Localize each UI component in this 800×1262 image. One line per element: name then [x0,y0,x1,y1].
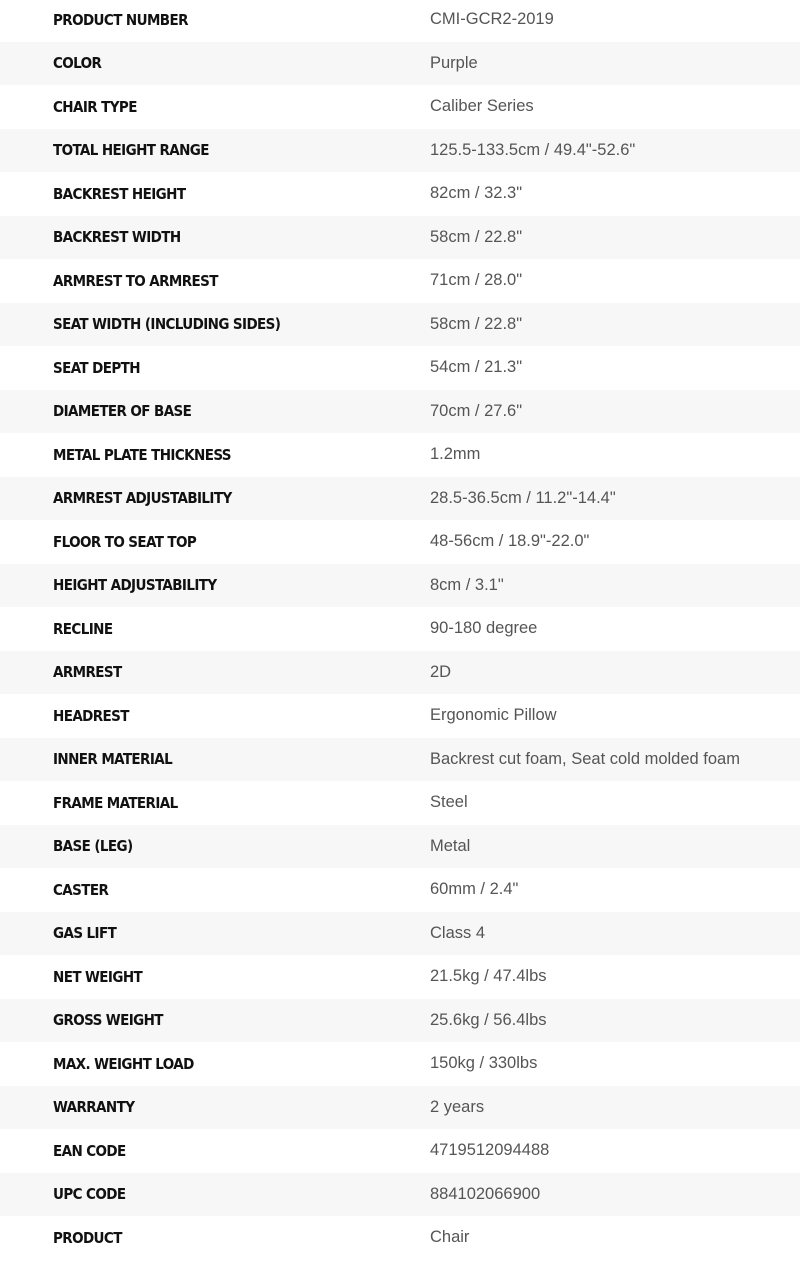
spec-label: MAX. WEIGHT LOAD [53,1054,194,1073]
spec-label: EAN CODE [53,1141,126,1160]
spec-row [0,738,800,782]
spec-row [0,607,800,651]
spec-label: FRAME MATERIAL [53,793,178,812]
spec-row [0,390,800,434]
spec-value: Metal [430,836,471,855]
spec-label: NET WEIGHT [53,967,143,986]
spec-label: PRODUCT [53,1228,122,1247]
spec-value: 1.2mm [430,445,481,464]
spec-value: Steel [430,793,468,812]
spec-row [0,172,800,216]
spec-value: 82cm / 32.3" [430,184,523,203]
spec-value: 54cm / 21.3" [430,358,523,377]
spec-value: Purple [430,53,478,72]
spec-row [0,0,800,42]
spec-row [0,129,800,173]
spec-value: 884102066900 [430,1184,541,1203]
spec-value: 60mm / 2.4" [430,880,519,899]
spec-label: PRODUCT NUMBER [53,10,188,29]
spec-row [0,346,800,390]
spec-value: Backrest cut foam, Seat cold molded foam [430,749,740,768]
spec-row [0,433,800,477]
spec-label: BACKREST HEIGHT [53,184,186,203]
spec-label: HEADREST [53,706,129,725]
spec-label: BASE (LEG) [53,837,133,856]
spec-row [0,259,800,303]
spec-value: Ergonomic Pillow [430,706,557,725]
spec-label: CHAIR TYPE [53,97,137,116]
spec-row [0,1129,800,1173]
spec-value: 28.5-36.5cm / 11.2"-14.4" [430,488,616,507]
spec-value: 58cm / 22.8" [430,227,523,246]
spec-label: INNER MATERIAL [53,750,173,769]
spec-value: 8cm / 3.1" [430,575,504,594]
spec-label: CASTER [53,880,109,899]
spec-label: FLOOR TO SEAT TOP [53,532,197,551]
spec-label: SEAT WIDTH (INCLUDING SIDES) [53,315,281,334]
spec-row [0,651,800,695]
spec-row [0,85,800,129]
spec-row [0,477,800,521]
spec-row [0,1042,800,1086]
spec-row [0,564,800,608]
spec-row [0,781,800,825]
spec-row [0,694,800,738]
spec-label: TOTAL HEIGHT RANGE [53,141,209,160]
spec-label: COLOR [53,54,102,73]
spec-row [0,825,800,869]
spec-label: WARRANTY [53,1098,135,1117]
spec-value: 58cm / 22.8" [430,314,523,333]
spec-value: Class 4 [430,923,486,942]
spec-label: ARMREST [53,663,122,682]
spec-value: Chair [430,1228,470,1247]
spec-label: RECLINE [53,619,113,638]
spec-value: 4719512094488 [430,1141,550,1160]
spec-row [0,42,800,86]
spec-value: 48-56cm / 18.9"-22.0" [430,532,590,551]
spec-label: ARMREST ADJUSTABILITY [53,489,232,508]
spec-label: SEAT DEPTH [53,358,140,377]
spec-label: BACKREST WIDTH [53,228,181,247]
spec-value: 71cm / 28.0" [430,271,523,290]
spec-label: UPC CODE [53,1185,126,1204]
spec-row [0,999,800,1043]
spec-value: 125.5-133.5cm / 49.4"-52.6" [430,140,636,159]
spec-label: GAS LIFT [53,924,117,943]
spec-label: METAL PLATE THICKNESS [53,445,231,464]
spec-row [0,1173,800,1217]
spec-value: 70cm / 27.6" [430,401,523,420]
spec-value: 90-180 degree [430,619,538,638]
spec-row [0,303,800,347]
spec-label: ARMREST TO ARMREST [53,271,218,290]
spec-row [0,868,800,912]
spec-row [0,1216,800,1260]
spec-value: 2 years [430,1097,485,1116]
spec-value: 25.6kg / 56.4lbs [430,1010,547,1029]
spec-row [0,955,800,999]
spec-row [0,216,800,260]
spec-value: Caliber Series [430,97,534,116]
spec-label: HEIGHT ADJUSTABILITY [53,576,217,595]
spec-row [0,520,800,564]
spec-row [0,912,800,956]
spec-label: GROSS WEIGHT [53,1011,163,1030]
spec-value: 150kg / 330lbs [430,1054,538,1073]
spec-value: 2D [430,662,452,681]
spec-value: CMI-GCR2-2019 [430,10,554,29]
spec-row [0,1086,800,1130]
spec-label: DIAMETER OF BASE [53,402,192,421]
spec-value: 21.5kg / 47.4lbs [430,967,547,986]
